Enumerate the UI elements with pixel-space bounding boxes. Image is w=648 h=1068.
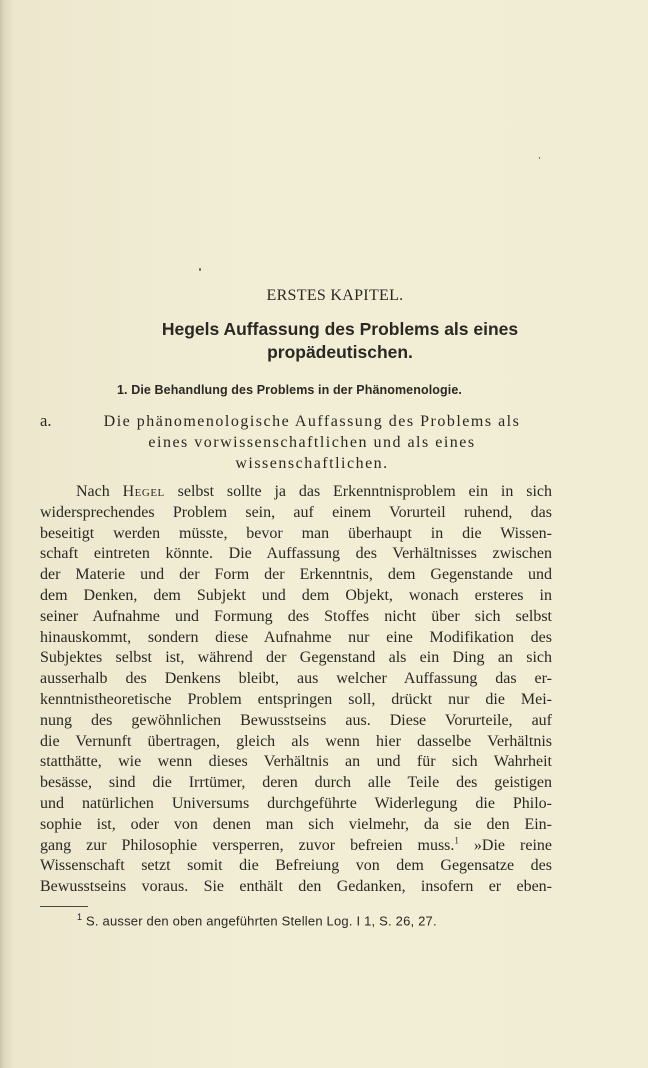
text-line (40, 482, 552, 503)
text-line: dem Denken, dem Subjekt und dem Objekt, wonach ersteres in (40, 586, 552, 604)
subsection-title (72, 411, 552, 474)
footnote-reference: 1 (454, 835, 459, 846)
text-line: statthätte, wie wenn dieses Verhältnis an und für sich Wahrheit (40, 753, 552, 771)
chapter-title-line: Hegels Auffassung des Problems als eines (161, 319, 519, 339)
footnote (77, 912, 437, 928)
text-line: und natürlichen Universums durchgeführte Widerlegung die Philo- (40, 794, 552, 812)
text-line: hinauskommt, sondern diese Aufnahme nur eine Modifikation des (40, 628, 552, 646)
subsection-title-line: wissenschaftlichen. (235, 455, 389, 472)
text-segment: gang zur Philosophie versperren, zuvor befreien muss. (40, 836, 455, 854)
body-paragraph (40, 482, 552, 898)
text-line: kenntnistheoretische Problem entspringen soll, drückt nur die Mei- (40, 690, 552, 708)
text-line: nung des gewöhnlichen Bewusstseins aus. Diese Vorurteile, auf (40, 711, 552, 729)
footnote-text: S. ausser den oben angeführten Stellen Log. I 1, S. 26, 27. (86, 913, 437, 929)
text-line: Wissenschaft setzt somit die Befreiung von dem Gegensatze des (40, 857, 552, 875)
text-line: besässe, sind die Irrtümer, deren durch alle Teile des geistigen (40, 774, 552, 792)
text-line: Subjektes selbst ist, während der Gegenstand als ein Ding an sich (40, 649, 552, 667)
chapter-heading: ERSTES KAPITEL. (266, 287, 404, 304)
text-line: sophie ist, oder von denen man sich vielmehr, da sie den Ein- (40, 815, 552, 833)
text-line: seiner Aufnahme und Formung des Stoffes nicht über sich selbst (40, 607, 552, 625)
text-segment: selbst sollte ja das Erkenntnisproblem ein in sich (164, 483, 553, 500)
text-line: die Vernunft übertragen, gleich als wenn hier dasselbe Verhältnis (40, 732, 552, 750)
text-line: der Materie und der Form der Erkenntnis, dem Gegenstande und (40, 566, 552, 584)
footnote-marker: 1 (77, 912, 83, 922)
text-line: Bewusstseins voraus. Sie enthält den Gedanken, insofern er eben- (40, 878, 552, 896)
text-line (40, 836, 552, 857)
subsection-title-line: Die phänomenologische Auffassung des Problems als (103, 413, 521, 430)
author-name: Hegel (122, 483, 165, 500)
section-heading: 1. Die Behandlung des Problems in der Phänomenologie. (117, 383, 462, 397)
text-line: ausserhalb des Denkens bleibt, aus welcher Auffassung das er- (40, 670, 552, 688)
text-segment: »Die reine (458, 836, 553, 854)
chapter-title-line: propädeutischen. (267, 342, 413, 362)
text-line: widersprechendes Problem sein, auf einem Vorurteil ruhend, das (40, 503, 552, 521)
text-segment: Nach (76, 483, 123, 500)
chapter-title (60, 318, 620, 364)
text-line: beseitigt werden müsste, bevor man überhaupt in die Wissen- (40, 524, 552, 542)
subsection-title-line: eines vorwissenschaftlichen und als eines (148, 434, 476, 451)
print-speck (539, 157, 540, 159)
subsection-marker: a. (40, 411, 52, 430)
print-speck (199, 268, 201, 271)
footnote-divider (40, 906, 88, 907)
text-line: schaft eintreten könnte. Die Auffassung des Verhältnisses zwischen (40, 545, 552, 563)
